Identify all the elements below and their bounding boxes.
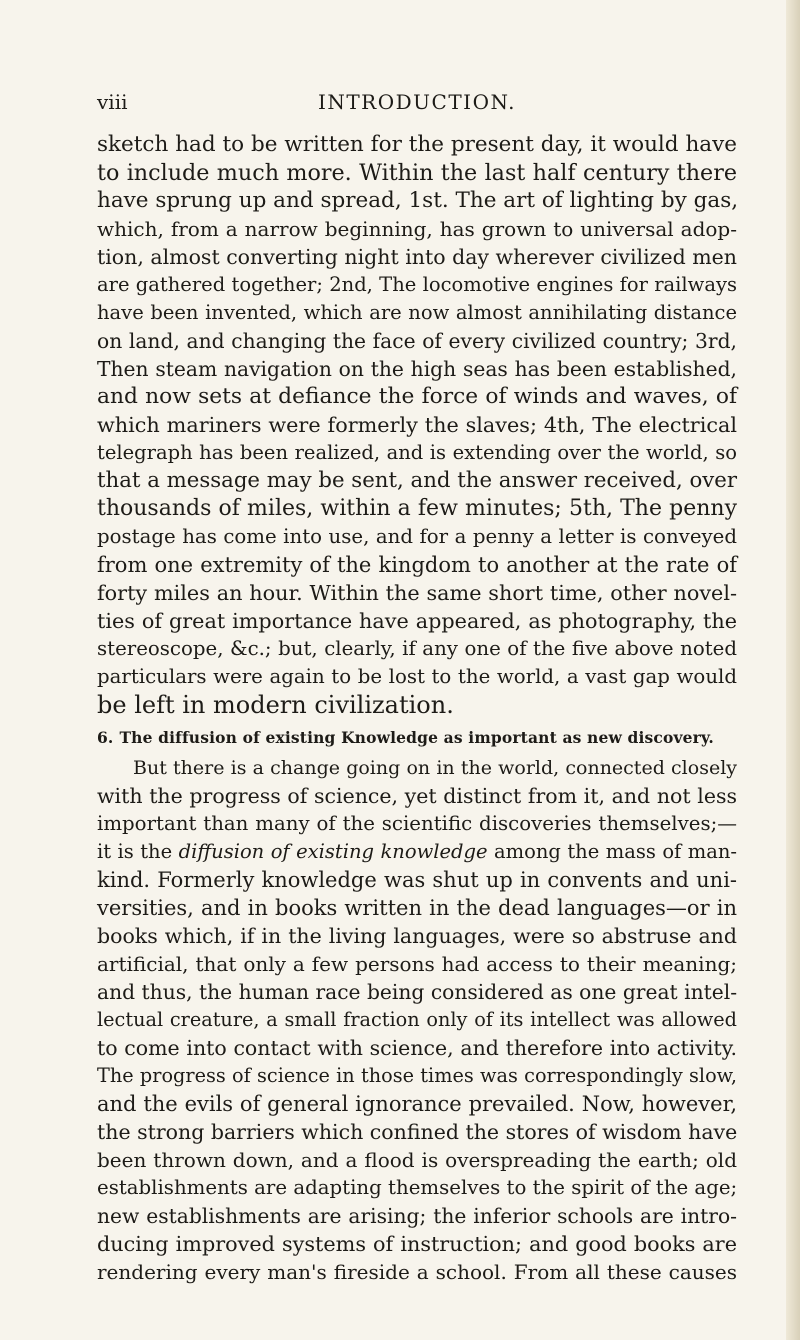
text-line: rendering every man's fireside a school. From all these causes <box>97 1260 737 1284</box>
text-line: sketch had to be written for the present day, it would have <box>97 132 737 157</box>
section-title: The diffusion of existing Knowledge as important as new discovery. <box>119 728 714 747</box>
text-line: to come into contact with science, and therefore into activity. <box>97 1036 737 1060</box>
text-line: on land, and changing the face of every civilized country; 3rd, <box>97 329 737 353</box>
text-line: with the progress of science, yet distinct from it, and not less <box>97 784 737 808</box>
text-line: stereoscope, &c.; but, clearly, if any one of the five above noted <box>97 637 737 660</box>
text-line: to include much more. Within the last half century there <box>97 160 737 186</box>
text-line: particulars were again to be lost to the world, a vast gap would <box>97 665 737 688</box>
text-line: telegraph has been realized, and is extending over the world, so <box>97 441 737 464</box>
text-line: But there is a change going on in the world, connected closely <box>133 757 737 779</box>
text-line: have sprung up and spread, 1st. The art of lighting by gas, <box>97 188 739 213</box>
text-line: The progress of science in those times was correspondingly slow, <box>97 1064 737 1087</box>
text-line: and the evils of general ignorance prevailed. Now, however, <box>97 1092 737 1116</box>
text-line: are gathered together; 2nd, The locomotive engines for railways <box>97 273 737 296</box>
text-line: establishments are adapting themselves to the spirit of the age; <box>97 1176 738 1199</box>
text-line: versities, and in books written in the dead languages—or in <box>97 896 737 920</box>
text-line: which, from a narrow beginning, has grown to universal adop- <box>97 217 737 241</box>
text-line: artificial, that only a few persons had access to their meaning; <box>97 952 737 976</box>
text-segment: it is the <box>97 840 173 863</box>
section-number: 6. <box>97 728 114 747</box>
page-number: viii <box>97 90 128 114</box>
page-header <box>97 90 737 120</box>
text-line: postage has come into use, and for a penny a letter is conveyed <box>97 525 737 548</box>
text-line: forty miles an hour. Within the same short time, other novel- <box>97 581 737 605</box>
text-line: be left in modern civilization. <box>97 691 454 719</box>
text-line: thousands of miles, within a few minutes; 5th, The penny <box>97 496 737 521</box>
text-line: and thus, the human race being considered as one great intel- <box>97 980 738 1004</box>
text-line: ties of great importance have appeared, as photography, the <box>97 609 737 633</box>
text-line: been thrown down, and a flood is overspreading the earth; old <box>97 1148 737 1172</box>
page-edge-shadow <box>786 0 800 1340</box>
text-line: and now sets at defiance the force of winds and waves, of <box>97 384 737 409</box>
text-line: kind. Formerly knowledge was shut up in convents and uni- <box>97 868 737 892</box>
section-heading <box>97 728 737 747</box>
text-line: tion, almost converting night into day wherever civilized men <box>97 245 737 269</box>
text-line: Then steam navigation on the high seas has been established, <box>97 357 737 381</box>
text-line: new establishments are arising; the inferior schools are intro- <box>97 1204 737 1228</box>
text-segment: among the mass of man- <box>494 840 737 863</box>
text-line: the strong barriers which confined the stores of wisdom have <box>97 1120 738 1144</box>
text-line: which mariners were formerly the slaves; 4th, The electrical <box>97 413 737 437</box>
text-line: lectual creature, a small fraction only of its intellect was allowed <box>97 1008 737 1031</box>
text-line: have been invented, which are now almost annihilating distance <box>97 301 737 324</box>
text-line: ducing improved systems of instruction; and good books are <box>97 1232 737 1256</box>
text-line: that a message may be sent, and the answer received, over <box>97 468 737 493</box>
italic-phrase: diffusion of existing knowledge <box>178 840 488 863</box>
text-line: books which, if in the living languages, were so abstruse and <box>97 924 737 948</box>
text-line: from one extremity of the kingdom to another at the rate of <box>97 553 737 577</box>
running-title: INTRODUCTION. <box>317 90 517 114</box>
text-line: important than many of the scientific discoveries themselves;— <box>97 812 737 835</box>
